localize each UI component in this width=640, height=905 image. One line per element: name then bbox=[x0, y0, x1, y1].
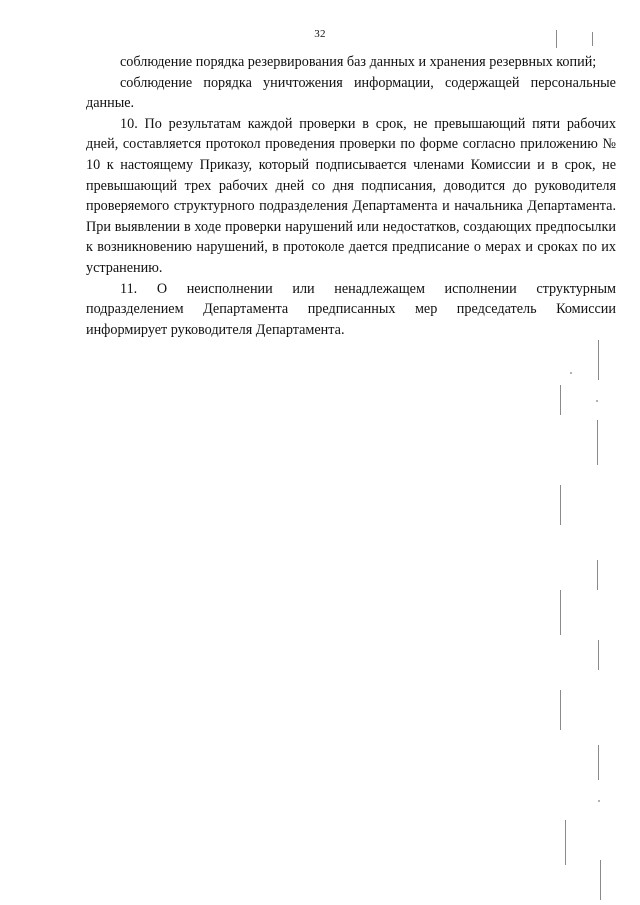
scan-artifact-line bbox=[597, 560, 598, 590]
scan-artifact-line bbox=[592, 32, 593, 46]
scan-artifact-line bbox=[598, 640, 599, 670]
paragraph-item-10: 10. По результатам каждой проверки в срок, не превышающий пяти рабочих дней, составляется протокол проведения проверки по форме согласно приложению № 10 к настоящему Приказу, который подписывается членами Комиссии и в срок, не превышающий трех рабочих дней со дня подписания, доводится до руководителя проверяемого структурного подразделения Департамента и начальника Департамента. При выявлении в ходе проверки нарушений или недостатков, создающих предпосылки к возникновению нарушений, в протоколе дается предписание о мерах и сроках по их устранению. bbox=[86, 115, 616, 276]
scan-artifact-dot bbox=[598, 800, 600, 802]
paragraph-item-11: 11. О неисполнении или ненадлежащем исполнении структурным подразделением Департамента предписанных мер председатель Комиссии информирует руководителя Департамента. bbox=[86, 280, 616, 338]
scan-artifact-line bbox=[560, 485, 561, 525]
paragraph-backup-order: соблюдение порядка резервирования баз данных и хранения резервных копий; bbox=[120, 54, 597, 70]
document-body bbox=[86, 52, 616, 340]
page-number: 32 bbox=[314, 28, 326, 40]
scan-artifact-line bbox=[565, 820, 566, 865]
scan-artifact-line bbox=[598, 745, 599, 780]
scan-artifact-line bbox=[560, 385, 561, 415]
scan-artifact-dot bbox=[596, 400, 598, 402]
paragraph-destruction-order: соблюдение порядка уничтожения информации, содержащей персональные данные. bbox=[86, 74, 616, 112]
scan-artifact-line bbox=[597, 420, 598, 465]
scan-artifact-line bbox=[560, 590, 561, 635]
scan-artifact-line bbox=[600, 860, 601, 900]
scan-artifact-dot bbox=[570, 372, 572, 374]
scan-artifact-line bbox=[560, 690, 561, 730]
scan-artifact-line bbox=[556, 30, 557, 48]
scan-artifact-line bbox=[598, 340, 599, 380]
